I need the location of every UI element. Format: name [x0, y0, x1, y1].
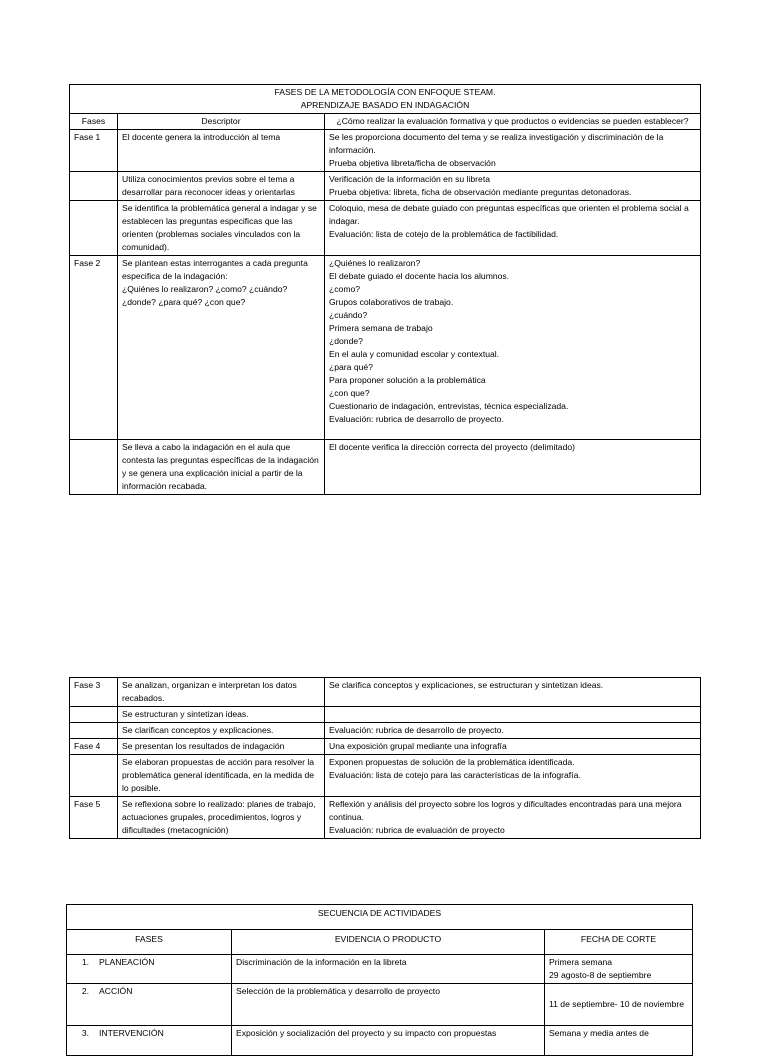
phases-continuation-table	[69, 677, 701, 839]
table-row	[70, 797, 701, 839]
table-title	[70, 85, 701, 114]
row-descriptor: Se lleva a cabo la indagación en el aula que contesta las preguntas específicas de la indagación y se genera una explicación inicial a partir de la información recabada.	[118, 440, 325, 495]
header-fases: FASES	[67, 930, 232, 955]
row-evaluacion: Evaluación: rubrica de desarrollo de proyecto.	[325, 723, 701, 739]
row-fase	[70, 201, 118, 256]
row-evaluacion: Se clarifica conceptos y explicaciones, se estructuran y sintetizan ideas.	[325, 678, 701, 707]
table-row	[70, 172, 701, 201]
row-fase	[67, 984, 232, 1026]
table-row	[70, 678, 701, 707]
row-evaluacion: Reflexión y análisis del proyecto sobre los logros y dificultades encontradas para una mejora continua. Evaluación: rubrica de evaluación de proyecto	[325, 797, 701, 839]
row-evaluacion	[325, 707, 701, 723]
row-evaluacion: Verificación de la información en su libreta Prueba objetiva: libreta, ficha de observación mediante preguntas detonadoras.	[325, 172, 701, 201]
row-fase: Fase 1	[70, 130, 118, 172]
row-fase-name: INTERVENCIÓN	[99, 1028, 164, 1038]
row-evaluacion: Una exposición grupal mediante una infografía	[325, 739, 701, 755]
table-row	[67, 955, 693, 984]
table-row	[70, 256, 701, 440]
row-evaluacion: El docente verifica la dirección correcta del proyecto (delimitado)	[325, 440, 701, 495]
row-descriptor: Se reflexiona sobre lo realizado: planes de trabajo, actuaciones grupales, procedimientos, logros y dificultades (metacognición)	[118, 797, 325, 839]
row-descriptor: Se presentan los resultados de indagación	[118, 739, 325, 755]
title-line-2: APRENDIZAJE BASADO EN INDAGACIÓN	[300, 100, 470, 110]
header-row	[67, 930, 693, 955]
row-fase	[70, 172, 118, 201]
title-line-1: FASES DE LA METODOLOGÍA CON ENFOQUE STEAM.	[274, 87, 496, 97]
row-fase-name: ACCIÓN	[99, 986, 133, 996]
row-fecha: 11 de septiembre- 10 de noviembre	[545, 984, 693, 1026]
table-row	[70, 739, 701, 755]
row-descriptor: El docente genera la introducción al tema	[118, 130, 325, 172]
row-evaluacion: Se les proporciona documento del tema y se realiza investigación y discriminación de la información. Prueba objetiva libreta/ficha de observación	[325, 130, 701, 172]
header-evidencia: EVIDENCIA O PRODUCTO	[232, 930, 545, 955]
activity-sequence-table	[66, 904, 693, 1056]
table-row	[70, 707, 701, 723]
row-fase	[70, 440, 118, 495]
row-descriptor: Se analizan, organizan e interpretan los datos recabados.	[118, 678, 325, 707]
table-row	[67, 984, 693, 1026]
row-fase	[70, 723, 118, 739]
row-fecha: Primera semana 29 agosto-8 de septiembre	[545, 955, 693, 984]
row-fase: Fase 2	[70, 256, 118, 440]
row-descriptor: Se identifica la problemática general a indagar y se establecen las preguntas especificas que las orienten (problemas sociales vinculados con la comunidad).	[118, 201, 325, 256]
row-evaluacion: ¿Quiénes lo realizaron? El debate guiado el docente hacia los alumnos. ¿como? Grupos colaborativos de trabajo. ¿cuándo? Primera semana de trabajo ¿donde? En el aula y comunidad escolar y contextual. ¿para qué? Para proponer solución a la problemática ¿con que? Cuestionario de indagación, entrevistas, técnica especializada. Evaluación: rubrica de desarrollo de proyecto.	[325, 256, 701, 440]
row-descriptor: Se plantean estas interrogantes a cada pregunta especifica de la indagación: ¿Quiénes lo realizaron? ¿como? ¿cuándo? ¿donde? ¿para qué? ¿con que?	[118, 256, 325, 440]
row-fase	[70, 707, 118, 723]
row-descriptor: Utiliza conocimientos previos sobre el tema a desarrollar para reconocer ideas y orientarlas	[118, 172, 325, 201]
row-fecha: Semana y media antes de	[545, 1026, 693, 1056]
steam-methodology-table	[69, 84, 701, 495]
row-evidencia: Selección de la problemática y desarrollo de proyecto	[232, 984, 545, 1026]
sequence-title: SECUENCIA DE ACTIVIDADES	[67, 905, 693, 930]
table-row	[70, 201, 701, 256]
row-descriptor: Se clarifican conceptos y explicaciones.	[118, 723, 325, 739]
header-evaluacion: ¿Cómo realizar la evaluación formativa y que productos o evidencias se pueden establecer?	[325, 114, 701, 130]
header-row	[70, 114, 701, 130]
table-row	[70, 755, 701, 797]
row-number: 3.	[81, 1028, 89, 1038]
header-fecha: FECHA DE CORTE	[545, 930, 693, 955]
row-evidencia: Exposición y socialización del proyecto y su impacto con propuestas	[232, 1026, 545, 1056]
row-evaluacion: Exponen propuestas de solución de la problemática identificada. Evaluación: lista de cotejo para las características de la infografía.	[325, 755, 701, 797]
table-row	[70, 440, 701, 495]
table-row	[67, 1026, 693, 1056]
row-fase: Fase 4	[70, 739, 118, 755]
row-descriptor: Se elaboran propuestas de acción para resolver la problemática general identificada, en la medida de lo posible.	[118, 755, 325, 797]
row-evaluacion: Coloquio, mesa de debate guiado con preguntas específicas que orienten el problema social a indagar. Evaluación: lista de cotejo de la problemática de factibilidad.	[325, 201, 701, 256]
row-number: 1.	[81, 957, 89, 967]
header-descriptor: Descriptor	[118, 114, 325, 130]
row-fase	[70, 755, 118, 797]
row-fase	[67, 955, 232, 984]
row-fase: Fase 5	[70, 797, 118, 839]
row-number: 2.	[81, 986, 89, 996]
row-fase: Fase 3	[70, 678, 118, 707]
table-row	[70, 130, 701, 172]
table-row	[70, 723, 701, 739]
row-evidencia: Discriminación de la información en la libreta	[232, 955, 545, 984]
row-fase	[67, 1026, 232, 1056]
row-descriptor: Se estructuran y sintetizan ideas.	[118, 707, 325, 723]
header-fases: Fases	[70, 114, 118, 130]
row-fase-name: PLANEACIÓN	[99, 957, 155, 967]
